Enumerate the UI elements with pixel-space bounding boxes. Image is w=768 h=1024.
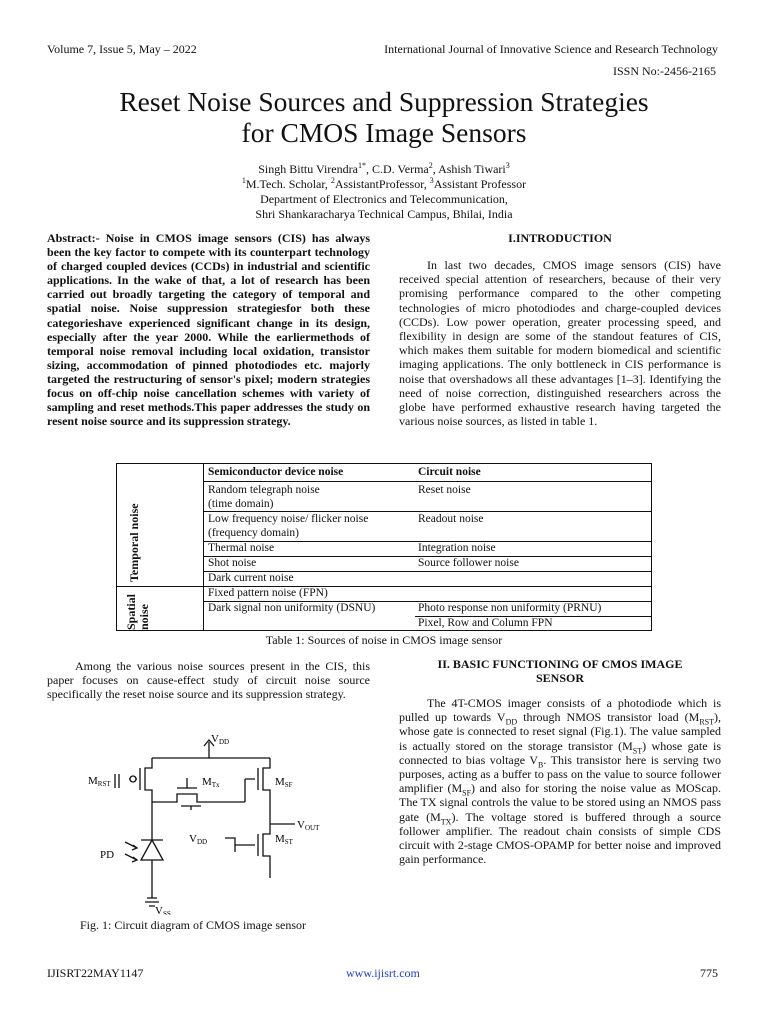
table-cell: Shot noise: [208, 557, 257, 569]
table-cell: Dark current noise: [208, 572, 294, 584]
journal-name: International Journal of Innovative Science and Research Technology: [384, 42, 718, 56]
role-3-sup: 3: [429, 176, 434, 185]
section-2-text: The 4T-CMOS imager consists of a photodiode which is pulled up towards $V_{DD}$ through NMOS transistor load $(M_{RST})$, whose gate is connected to reset signal (Fig.1). The value sampled is actually stored on the storage transistor $(M_{ST})$ whose gate is connected to bias voltage $V_B$. This transistor here is serving two purposes, acting as a buffer to pass on the value to source follower amplifier $(M_{SF})$ and also for storing the noise value as MOScap. The TX signal controls the value to be stored using an NMOS pass gate $(M_{TX})$. The voltage stored is buffered through a source follower amplifier. The readout chain consists of simple CDS circuit with 2-stage CMOS-OPAMP for better noise and improved gain performance.: [399, 696, 722, 867]
section-2-heading: [399, 657, 721, 685]
role-1-sup: 1: [241, 176, 246, 185]
paper-id: IJISRT22MAY1147: [47, 966, 144, 980]
vss-sub: SS: [162, 910, 171, 915]
vout-sub: OUT: [304, 824, 320, 832]
author-department: Department of Electronics and Telecommunication,: [260, 192, 508, 206]
table-group-rule: [117, 586, 651, 587]
table-cell: Integration noise: [418, 542, 496, 554]
table-cell-text: (time domain): [208, 498, 274, 510]
title-line-1: Reset Noise Sources and Suppression Strategies: [119, 86, 649, 117]
vout-text: V: [297, 819, 305, 831]
section-2: [399, 657, 721, 866]
mtx-text: M: [202, 776, 212, 788]
vss-label: [155, 905, 171, 915]
table-cell: [208, 512, 368, 540]
table-cell-text: Low frequency noise/ flicker noise: [208, 513, 369, 525]
table-cell-text: Random telegraph noise: [208, 484, 320, 496]
mrst-label: [88, 775, 111, 788]
figure-caption: Fig. 1: Circuit diagram of CMOS image sensor: [80, 918, 306, 932]
table-header-rule: [203, 481, 651, 482]
author-roles: [40, 177, 728, 192]
msf-sub: SF: [284, 781, 293, 789]
vss-text: V: [155, 905, 163, 915]
mst-label: [275, 833, 294, 846]
table-cell: Readout noise: [418, 513, 484, 525]
role-2-sup: 2: [330, 176, 335, 185]
spatial-label-line-1: Spatial: [124, 593, 138, 630]
mtx-sub: Tx: [211, 781, 220, 789]
cmos-pixel-circuit-svg: [85, 730, 330, 915]
title-line-2: for CMOS Image Sensors: [241, 117, 527, 148]
table-cell: Dark signal non uniformity (DSNU): [208, 602, 376, 614]
msf-label: [275, 776, 293, 789]
introduction-heading: I.INTRODUCTION: [508, 231, 612, 245]
noise-sources-table: [116, 463, 652, 631]
vdd2-text: V: [189, 833, 197, 845]
focus-paragraph: Among the various noise sources present in the CIS, this paper focuses on cause-effect study of circuit noise source specifically the reset noise source and its suppression strategy.: [47, 659, 370, 702]
column-header-circuit-noise: Circuit noise: [418, 466, 481, 478]
journal-issn: ISSN No:-2456-2165: [612, 64, 716, 78]
role-1: M.Tech. Scholar,: [245, 177, 331, 191]
temporal-noise-label: Temporal noise: [127, 503, 141, 582]
vout-label: [297, 819, 320, 832]
section-2-heading-line-2: SENSOR: [535, 671, 585, 685]
table-cell: Source follower noise: [418, 557, 519, 569]
introduction-text: In last two decades, CMOS image sensors (CIS) have received special attention of researchers, because of their very promising performance compared to the other competing technologies of micro photodiodes and charge-coupled devices (CCDs). Low power operation, greater processing speed, and flexibility in design are some of the standout features of CIS, which makes them suitable for modern biomedical and scientific imaging applications. The only bottleneck in CIS performance is noise that overshadows all these advantages [1–3]. Identifying the need of noise correction, distinguished researchers across the globe have performed exhaustive research having targeted the various noise sources, as listed in table 1.: [399, 258, 721, 429]
author-names: [40, 162, 728, 177]
author-1: Singh Bittu Virendra: [258, 162, 358, 176]
role-2: AssistantProfessor,: [334, 177, 430, 191]
table-cell: [208, 483, 320, 511]
mrst-sub: RST: [97, 780, 111, 788]
page-number: 775: [700, 966, 718, 980]
paper-title: [40, 86, 728, 148]
journal-website-link[interactable]: www.ijisrt.com: [346, 966, 420, 980]
circuit-diagram: [85, 730, 330, 915]
spatial-label-line-2: noise: [137, 603, 151, 630]
column-header-device-noise: Semiconductor device noise: [208, 466, 344, 478]
author-2: , C.D. Verma: [365, 162, 429, 176]
role-3: Assistant Professor: [433, 177, 527, 191]
mst-text: M: [275, 833, 285, 845]
abstract: Abstract:- Noise in CMOS image sensors (CIS) has always been the key factor to compete with its counterpart technology of charged coupled devices (CCDs) in industrial and scientific applications. In the wake of that, a lot of research has been carried out broadly targeting the category of temporal and spatial noise. Noise suppression strategiesfor both these categorieshave experienced significant change in its design, especially after the year 2000. While the earliermethods of temporal noise removal including local oxidation, transistor sizing, accommodation of pinned photodiodes etc. majorly targeted the restructuring of sensor's pixel; modern strategies focus on off-chip noise cancellation schemes with variety of sampling and reset methods.This paper addresses the study on resent noise source and its suppression strategy.: [47, 231, 370, 429]
table-cell: Photo response non uniformity (PRNU): [418, 602, 602, 614]
mtx-label: [202, 776, 220, 789]
table-cell: Pixel, Row and Column FPN: [418, 617, 553, 629]
author-block: [40, 162, 728, 222]
table-cell: Fixed pattern noise (FPN): [208, 587, 328, 599]
table-vertical-divider: [203, 464, 204, 630]
table-caption: Table 1: Sources of noise in CMOS image sensor: [265, 633, 503, 647]
mrst-text: M: [88, 775, 98, 787]
vdd-label: [211, 733, 229, 746]
table-cell-text: (frequency domain): [208, 527, 300, 539]
section-2-heading-line-1: II. BASIC FUNCTIONING OF CMOS IMAGE: [437, 657, 683, 671]
author-campus: Shri Shankaracharya Technical Campus, Bhilai, India: [255, 207, 513, 221]
journal-volume: Volume 7, Issue 5, May – 2022: [47, 42, 197, 56]
author-1-sup: 1*: [357, 161, 366, 170]
msf-text: M: [275, 776, 285, 788]
spatial-noise-label: [125, 594, 151, 630]
pd-label: PD: [100, 849, 115, 861]
table-cell: Thermal noise: [208, 542, 275, 554]
vdd2-sub: DD: [196, 838, 208, 846]
vdd-text: V: [211, 733, 219, 745]
introduction-section: [399, 231, 721, 428]
author-3-sup: 3: [505, 161, 510, 170]
mst-sub: ST: [284, 838, 293, 846]
author-2-sup: 2: [428, 161, 433, 170]
vdd-sub: DD: [218, 738, 230, 746]
table-cell: Reset noise: [418, 484, 471, 496]
author-3: , Ashish Tiwari: [432, 162, 506, 176]
vdd2-label: [189, 833, 207, 846]
